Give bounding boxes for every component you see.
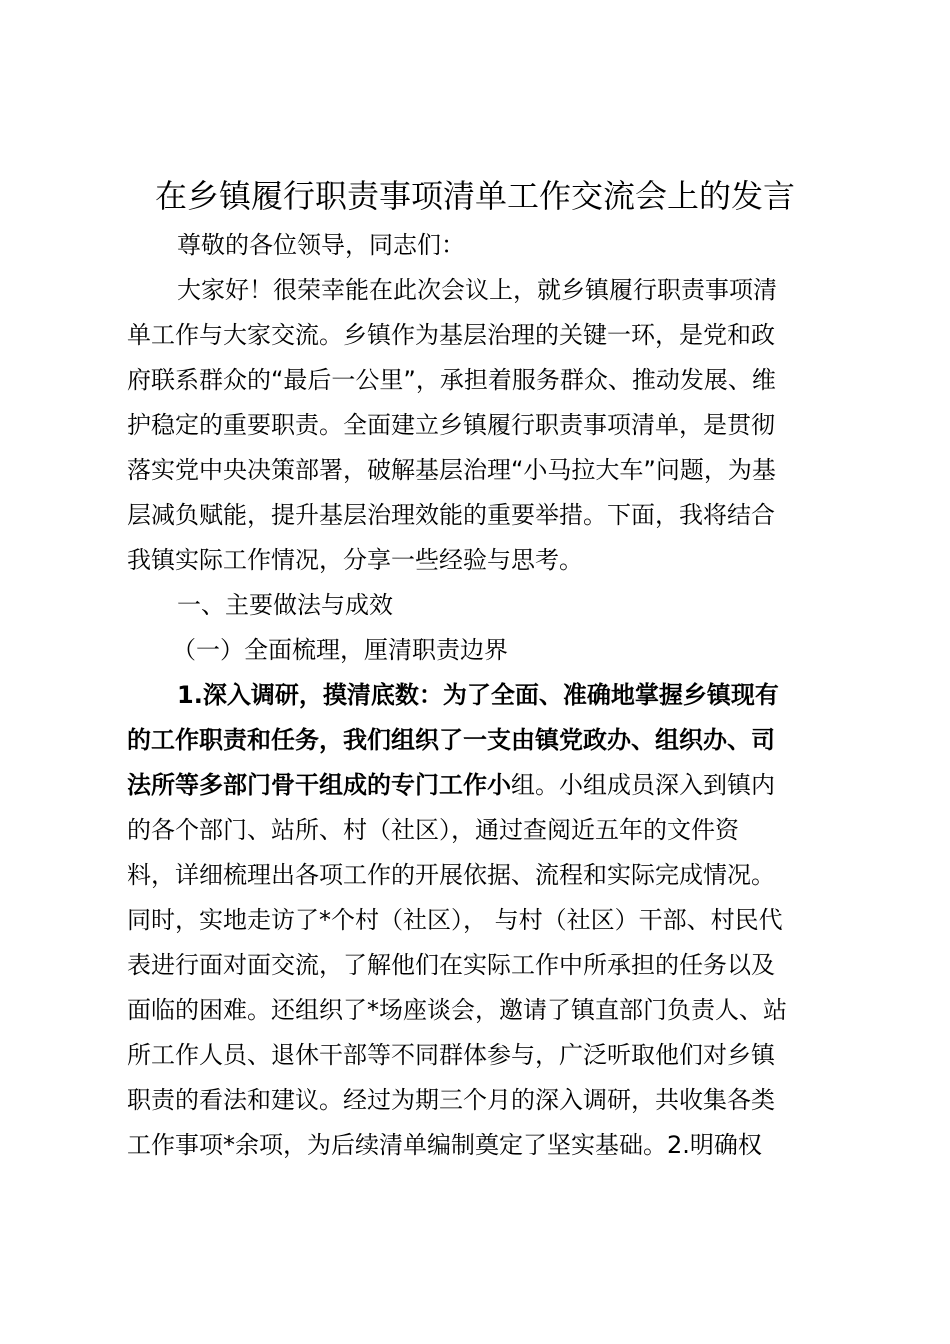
body-line: 的各个部门、站所、村（社区），通过查阅近五年的文件资	[127, 816, 739, 844]
body-line: 职责的看法和建议。经过为期三个月的深入调研，共收集各类	[127, 1086, 775, 1114]
bold-paragraph-line: 1.深入调研，摸清底数：为了全面、准确地掌握乡镇现有	[177, 681, 779, 709]
salutation: 尊敬的各位领导，同志们：	[177, 231, 465, 259]
intro-line: 落实党中央决策部署，破解基层治理“小马拉大车”问题，为基	[127, 456, 776, 484]
body-line: 表进行面对面交流，了解他们在实际工作中所承担的任务以及	[127, 951, 775, 979]
intro-line: 层减负赋能，提升基层治理效能的重要举措。下面，我将结合	[127, 501, 775, 529]
body-line: 面临的困难。还组织了*场座谈会，邀请了镇直部门负责人、站	[127, 996, 787, 1024]
intro-line: 府联系群众的“最后一公里”，承担着服务群众、推动发展、维	[127, 366, 776, 394]
body-line: 同时，实地走访了*个村（社区）， 与村（社区）干部、村民代	[127, 906, 783, 934]
intro-line: 护稳定的重要职责。全面建立乡镇履行职责事项清单，是贯彻	[127, 411, 775, 439]
bold-paragraph-line: 的工作职责和任务，我们组织了一支由镇党政办、组织办、司	[127, 726, 775, 754]
document-title: 在乡镇履行职责事项清单工作交流会上的发言	[154, 177, 795, 215]
body-line: 所工作人员、退休干部等不同群体参与，广泛听取他们对乡镇	[127, 1041, 775, 1069]
intro-line: 我镇实际工作情况，分享一些经验与思考。	[127, 546, 583, 574]
body-line: 工作事项*余项，为后续清单编制奠定了坚实基础。2.明确权	[127, 1131, 762, 1159]
body-text: 组。小组成员深入到镇内	[511, 771, 775, 799]
intro-line: 大家好！很荣幸能在此次会议上，就乡镇履行职责事项清	[177, 276, 777, 304]
bold-paragraph-line: 法所等多部门骨干组成的专门工作小	[127, 771, 511, 799]
section-heading: 一、主要做法与成效	[177, 591, 393, 619]
body-line: 料，详细梳理出各项工作的开展依据、流程和实际完成情况。	[127, 861, 775, 889]
subsection-heading: （一）全面梳理，厘清职责边界	[172, 636, 508, 664]
intro-line: 单工作与大家交流。乡镇作为基层治理的关键一环，是党和政	[127, 321, 775, 349]
mixed-paragraph-line	[127, 763, 827, 807]
